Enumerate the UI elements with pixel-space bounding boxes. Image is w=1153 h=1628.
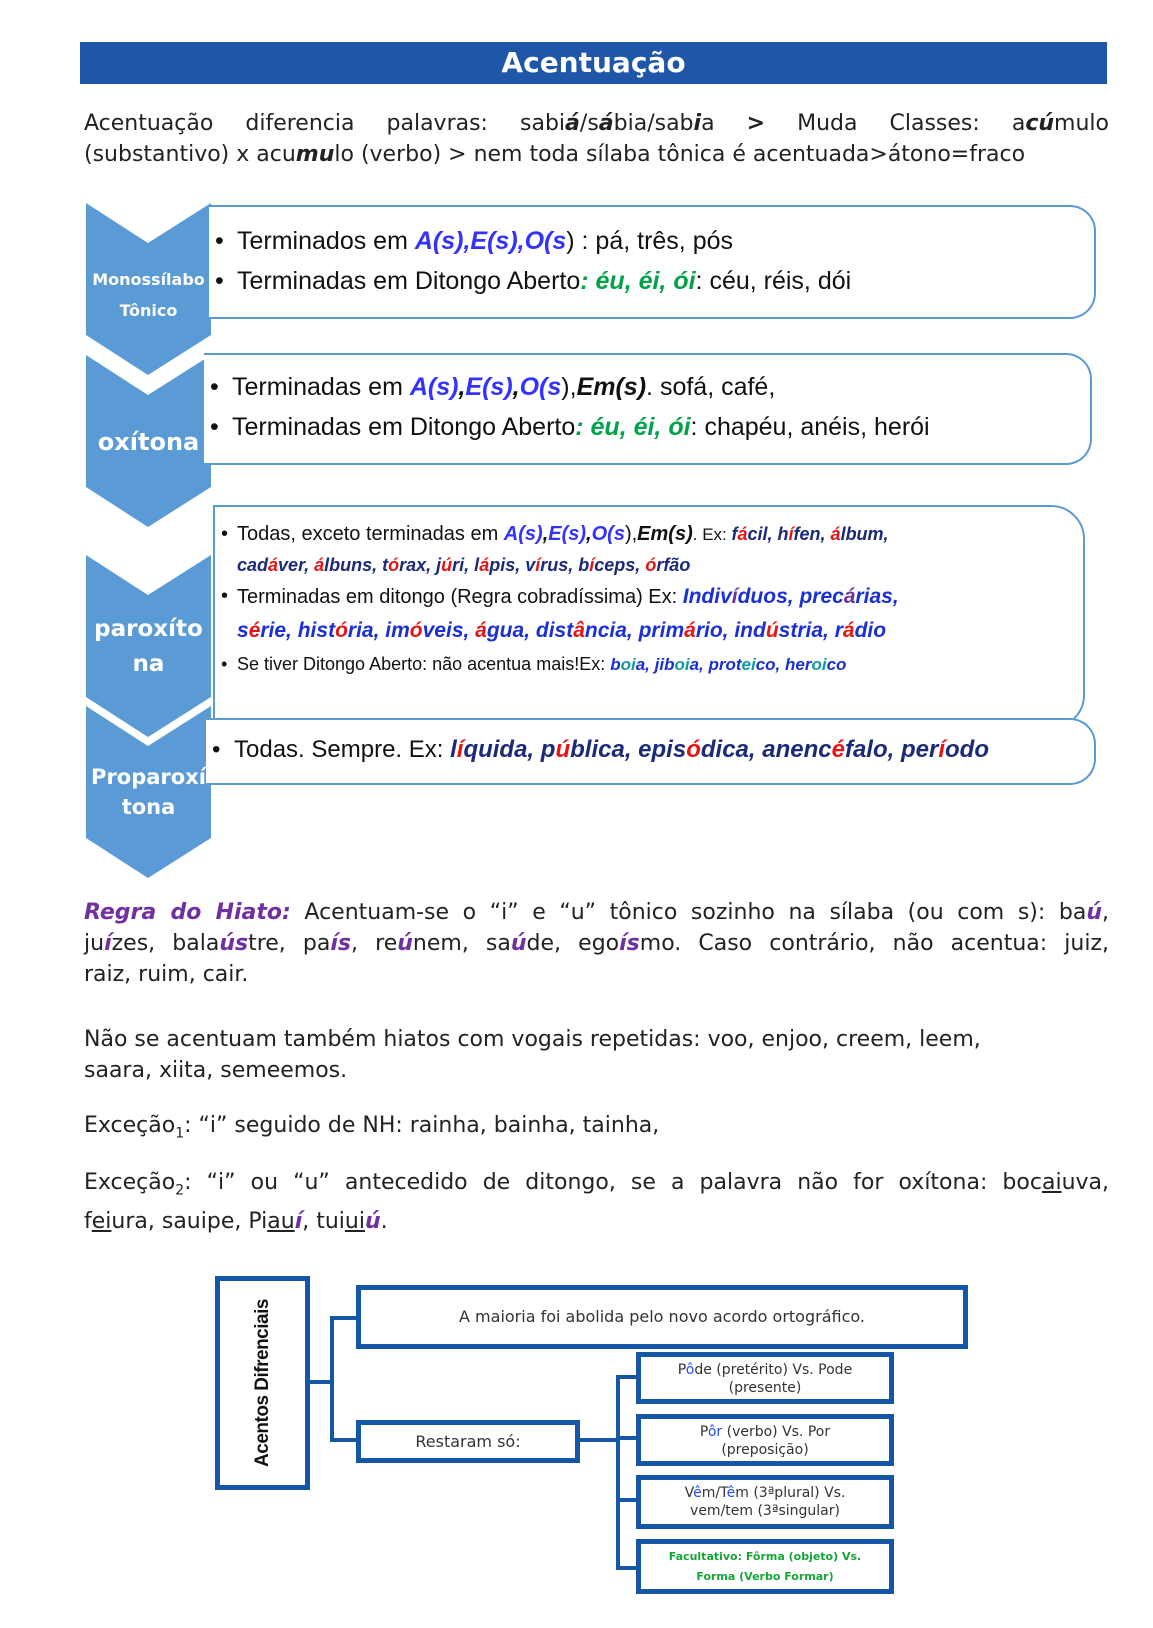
excecao2-line-2	[84, 1206, 1109, 1237]
intro-text: mulo	[1054, 111, 1109, 136]
example-segment: anenc	[762, 736, 832, 763]
leaf-text: P	[699, 1424, 708, 1440]
leaf-line	[641, 1423, 889, 1441]
hiato-text: mo. Caso contrário, não acentua: juiz,	[639, 931, 1110, 956]
hiato-emph: ús	[219, 931, 249, 956]
intro-emph: i	[693, 111, 702, 136]
example-segment: á	[737, 524, 748, 544]
rule-text: Terminados em	[237, 227, 415, 255]
example-segment: prec	[799, 585, 844, 608]
example-segment: â	[573, 619, 585, 642]
connector	[616, 1566, 638, 1570]
rule-text: Todas, exceto terminadas em	[237, 523, 504, 545]
diagram-leaf-por	[636, 1414, 894, 1466]
excecao-text: uva,	[1061, 1170, 1109, 1195]
example-segment: í	[456, 736, 464, 763]
example-segment: r	[834, 619, 843, 642]
example-segment: Indiv	[682, 585, 732, 608]
example-segment: dio	[854, 619, 887, 642]
label-monossilabo	[86, 264, 211, 326]
rule-item	[215, 580, 1083, 648]
example-segment: p	[540, 736, 556, 763]
example-words	[237, 555, 690, 575]
box-oxitona	[204, 353, 1092, 465]
rule-emph: A(s)	[503, 523, 543, 545]
rule-text: Se tiver Ditongo Aberto: não acentua mais!Ex:	[237, 654, 611, 674]
example-segment: ceps,	[594, 555, 646, 575]
example-segment: ó	[409, 619, 423, 642]
rule-item	[204, 367, 1090, 407]
excecao-label: Exceção	[84, 1113, 176, 1138]
example-segment: ú	[765, 619, 779, 642]
example-segment: prot	[708, 655, 742, 674]
excecao-label: Exceção	[84, 1170, 176, 1195]
excecao-underline: ai	[1041, 1170, 1062, 1195]
example-segment: í	[535, 555, 541, 575]
example-segment: á	[268, 555, 279, 575]
example-segment: lbuns,	[324, 555, 383, 575]
connector	[616, 1436, 638, 1440]
rule-emph: O(s	[591, 523, 625, 545]
rule-emph: ,	[512, 373, 520, 401]
intro-emph: á	[565, 111, 580, 136]
example-segment: ó	[645, 555, 657, 575]
leaf-line: (preposição)	[721, 1442, 809, 1458]
leaf-accent: ê	[693, 1485, 702, 1501]
intro-paragraph	[84, 108, 1109, 170]
example-segment: i	[385, 619, 392, 642]
example-segment: ind	[734, 619, 766, 642]
example-segment: a,	[635, 655, 655, 674]
box-monossilabo	[209, 205, 1096, 319]
intro-text: Acentuação diferencia palavras: sabi	[84, 111, 566, 136]
rule-emph: O(s	[519, 373, 562, 401]
page-title: Acentuação	[80, 42, 1107, 84]
example-segment: í	[938, 736, 945, 763]
excecao-emph: ú	[364, 1209, 381, 1235]
example-segment: á	[830, 524, 841, 544]
leaf-accent: r	[716, 1424, 723, 1440]
connector	[330, 1438, 356, 1442]
label-line: na	[132, 651, 165, 677]
rule-emph: Em(s)	[576, 373, 647, 401]
example-segment: á	[479, 555, 490, 575]
example-segment: jib	[654, 655, 675, 674]
example-segment: í	[589, 555, 595, 575]
rule-text: : chapéu, anéis, herói	[690, 413, 930, 441]
connector	[330, 1316, 334, 1441]
example-segment: co,	[755, 655, 786, 674]
label-oxitona: oxítona	[97, 428, 200, 456]
intro-text: lo (verbo) > nem toda sílaba tônica é acentuada>átono=fraco	[334, 142, 1026, 167]
excecao-text: ura, sauipe, Pi	[111, 1209, 268, 1235]
rule-item	[206, 731, 1094, 769]
intro-text: a	[701, 111, 747, 136]
example-segment: per	[900, 736, 939, 763]
example-segment: b	[578, 555, 590, 575]
rule-text: ),	[624, 523, 638, 545]
leaf-text: (verbo) Vs. Por	[722, 1424, 831, 1440]
example-segment: her	[785, 655, 812, 674]
hiato-text: , re	[351, 931, 398, 956]
leaf-line: Forma (Verbo Formar)	[696, 1570, 834, 1583]
connector	[330, 1316, 356, 1320]
repetidas-line-2: saara, xiita, semeemos.	[84, 1058, 348, 1083]
example-segment: ó	[388, 555, 400, 575]
example-segment: stria,	[778, 619, 835, 642]
example-segment: l	[450, 736, 457, 763]
leaf-line: (presente)	[728, 1380, 802, 1396]
excecao1-paragraph	[84, 1110, 1109, 1149]
intro-text: /s	[579, 111, 599, 136]
diagram-root-label: Acentos Difrenciais	[251, 1299, 273, 1467]
example-segment: cil,	[747, 524, 778, 544]
example-segment: t	[382, 555, 389, 575]
repetidas-paragraph	[84, 1024, 1109, 1086]
example-segment: oi	[620, 655, 636, 674]
rule-text: : céu, réis, dói	[695, 267, 852, 295]
example-segment: á	[314, 555, 325, 575]
rule-text: ) : pá, três, pós	[566, 227, 734, 255]
label-proparoxitona	[86, 762, 211, 822]
intro-line-1	[84, 108, 1109, 139]
hiato-paragraph	[84, 897, 1109, 990]
example-segment: ver,	[278, 555, 315, 575]
rule-text: . sofá, café,	[646, 373, 776, 401]
rule-emph: ,	[542, 523, 549, 545]
example-segment: ei	[741, 655, 756, 674]
hiato-emph: ís	[330, 931, 352, 956]
example-segment: ria,	[347, 619, 386, 642]
example-words	[683, 585, 899, 608]
diagram-root-box	[215, 1276, 310, 1490]
example-segment: ó	[335, 619, 348, 642]
rule-text: Terminadas em Ditongo Aberto	[232, 413, 576, 441]
example-segment: ú	[441, 555, 453, 575]
example-segment: rfão	[656, 555, 691, 575]
example-segment: falo,	[844, 736, 901, 763]
excecao-subscript: 1	[175, 1125, 185, 1142]
box-proparoxitona	[206, 718, 1096, 785]
hiato-text: tre, pa	[248, 931, 331, 956]
example-segment: l	[474, 555, 480, 575]
hiato-text: de, ego	[526, 931, 620, 956]
rule-text: ),	[561, 373, 577, 401]
excecao-emph: í	[294, 1209, 303, 1235]
hiato-text: ju	[84, 931, 105, 956]
rule-item	[209, 261, 1094, 301]
example-segment: oi	[811, 655, 827, 674]
rule-emph: Em(s)	[637, 523, 693, 545]
rule-item	[215, 519, 1083, 580]
rule-emph: : éu, éi, ói	[575, 413, 691, 441]
rule-text: Todas. Sempre. Ex:	[234, 736, 451, 763]
example-segment: m	[391, 619, 410, 642]
rule-item	[209, 221, 1094, 261]
example-segment: co	[826, 655, 847, 674]
hiato-title: Regra do Hiato:	[84, 900, 291, 925]
leaf-text: P	[677, 1362, 686, 1378]
diagram-mid-box: Restaram só:	[356, 1420, 580, 1463]
excecao2-paragraph	[84, 1167, 1109, 1237]
example-segment: s	[237, 619, 249, 642]
excecao-text: , tui	[302, 1209, 345, 1235]
connector	[616, 1498, 638, 1502]
example-segment: gua,	[486, 619, 536, 642]
example-segment: á	[475, 619, 487, 642]
example-segment: í	[731, 585, 738, 608]
rule-item	[204, 407, 1090, 447]
intro-emph: mu	[295, 142, 335, 167]
intro-arrow: >	[746, 111, 766, 136]
leaf-text: V	[684, 1485, 694, 1501]
label-paroxitona	[86, 612, 211, 682]
leaf-accent: ê	[726, 1485, 736, 1501]
rule-text: Terminadas em Ditongo Aberto	[237, 267, 581, 295]
label-line: tona	[121, 795, 176, 819]
example-segment: veis,	[422, 619, 476, 642]
rule-emph: A(s)	[409, 373, 459, 401]
rule-text: Terminadas em ditongo (Regra cobradíssima) Ex:	[237, 586, 683, 608]
intro-emph: cú	[1025, 111, 1055, 136]
example-words	[731, 524, 888, 544]
example-segment: ó	[686, 736, 701, 763]
excecao-text: : “i” seguido de NH: rainha, bainha, tainha,	[184, 1113, 660, 1138]
example-segment: á	[842, 619, 855, 642]
leaf-text: m/T	[701, 1485, 727, 1501]
excecao2-line-1	[84, 1167, 1109, 1206]
excecao-underline: au	[267, 1209, 295, 1235]
leaf-accent: ô	[707, 1424, 717, 1440]
example-segment: v	[525, 555, 536, 575]
example-segment: í	[788, 524, 794, 544]
example-segment: dica,	[700, 736, 763, 763]
excecao-text: : “i” ou “u” antecedido de ditongo, se a palavra não for oxítona: boc	[184, 1170, 1042, 1195]
intro-text: Muda Classes: a	[765, 111, 1026, 136]
example-segment: lbum,	[840, 524, 889, 544]
example-segment: cad	[237, 555, 269, 575]
hiato-text: Acentuam-se o “i” e “u” tônico sozinho na sílaba (ou com s): ba	[290, 900, 1087, 925]
example-segment: quida,	[463, 736, 541, 763]
example-segment: blica,	[570, 736, 639, 763]
intro-text: (substantivo) x acu	[84, 142, 296, 167]
hiato-line-3: raiz, ruim, cair.	[84, 962, 249, 987]
example-segment: b	[610, 655, 621, 674]
example-segment: j	[436, 555, 442, 575]
example-words	[610, 655, 846, 674]
rule-emph: ,	[458, 373, 466, 401]
hiato-text: zes, bala	[111, 931, 220, 956]
label-line: paroxíto	[94, 616, 203, 642]
hiato-emph: ú	[510, 931, 527, 956]
example-segment: é	[831, 736, 845, 763]
example-segment: rio,	[695, 619, 735, 642]
example-segment: rie,	[260, 619, 298, 642]
example-segment: é	[248, 619, 261, 642]
example-segment: dist	[535, 619, 574, 642]
excecao-subscript: 2	[175, 1182, 185, 1199]
intro-line-2	[84, 139, 1109, 170]
rule-emph: E(s)	[548, 523, 587, 545]
intro-text: bia/sab	[613, 111, 694, 136]
example-segment: pis,	[489, 555, 526, 575]
example-segment: ú	[555, 736, 571, 763]
label-line: Tônico	[119, 301, 178, 320]
label-line: Monossílabo	[92, 270, 205, 289]
example-segment: á	[684, 619, 696, 642]
example-segment: rax,	[399, 555, 437, 575]
leaf-text: de (pretérito) Vs. Pode	[694, 1362, 853, 1378]
excecao-underline: ui	[344, 1209, 365, 1235]
rules-list	[206, 720, 1094, 769]
example-segment: h	[777, 524, 789, 544]
repetidas-line-1: Não se acentuam também hiatos com vogais repetidas: voo, enjoo, creem, leem,	[84, 1027, 981, 1052]
example-segment: duos,	[737, 585, 800, 608]
example-segment: prim	[638, 619, 685, 642]
excecao-underline: ei	[91, 1209, 112, 1235]
hiato-emph: ú	[397, 931, 413, 956]
example-words	[237, 619, 886, 642]
example-segment: rus,	[540, 555, 579, 575]
diagram-leaf-vem-tem	[636, 1475, 894, 1529]
hiato-emph: ís	[619, 931, 640, 956]
connector	[616, 1375, 638, 1379]
rules-list	[215, 507, 1083, 681]
example-segment: hist	[297, 619, 336, 642]
excecao-text: .	[380, 1209, 388, 1235]
diagram-top-box: A maioria foi abolida pelo novo acordo ortográfico.	[356, 1285, 968, 1349]
example-segment: fen,	[793, 524, 831, 544]
example-segment: a,	[689, 655, 709, 674]
leaf-line	[641, 1361, 889, 1379]
rule-emph: : éu, éi, ói	[580, 267, 696, 295]
hiato-text: nem, sa	[412, 931, 511, 956]
rule-text: . Ex:	[692, 525, 732, 544]
hiato-text: ,	[1102, 900, 1109, 925]
connector	[310, 1380, 332, 1384]
example-segment: rias,	[855, 585, 899, 608]
example-segment: á	[843, 585, 856, 608]
hiato-line-2	[84, 928, 1109, 959]
rule-item	[215, 648, 1083, 681]
example-segment: f	[731, 524, 738, 544]
excecao-text: f	[84, 1209, 92, 1235]
rule-emph: E(s)	[465, 373, 513, 401]
leaf-accent: ô	[685, 1362, 695, 1378]
rules-list	[204, 355, 1090, 447]
diagram-leaf-pode	[636, 1352, 894, 1404]
hiato-emph: ú	[1086, 900, 1102, 925]
example-segment: epis	[638, 736, 687, 763]
example-segment: ri,	[452, 555, 475, 575]
rule-emph: A(s),E(s),O(s	[414, 227, 567, 255]
connector	[578, 1438, 618, 1442]
example-segment: oi	[674, 655, 690, 674]
hiato-emph: í	[104, 931, 112, 956]
hiato-line-1	[84, 897, 1109, 928]
connector	[616, 1375, 620, 1570]
diagram-leaf-forma	[636, 1539, 894, 1594]
rules-list	[209, 207, 1094, 301]
label-line: Proparoxí	[91, 765, 206, 789]
example-segment: odo	[945, 736, 989, 763]
example-segment: ncia,	[584, 619, 639, 642]
leaf-line: Facultativo: Fôrma (objeto) Vs.	[668, 1550, 862, 1563]
box-paroxitona	[213, 505, 1085, 729]
example-words	[450, 736, 989, 763]
rule-text: Terminadas em	[232, 373, 410, 401]
intro-emph: á	[598, 111, 614, 136]
leaf-text: m (3ªplural) Vs.	[735, 1485, 846, 1501]
leaf-line: vem/tem (3ªsingular)	[690, 1503, 840, 1519]
leaf-line	[641, 1484, 889, 1502]
rule-emph: ,	[586, 523, 592, 545]
